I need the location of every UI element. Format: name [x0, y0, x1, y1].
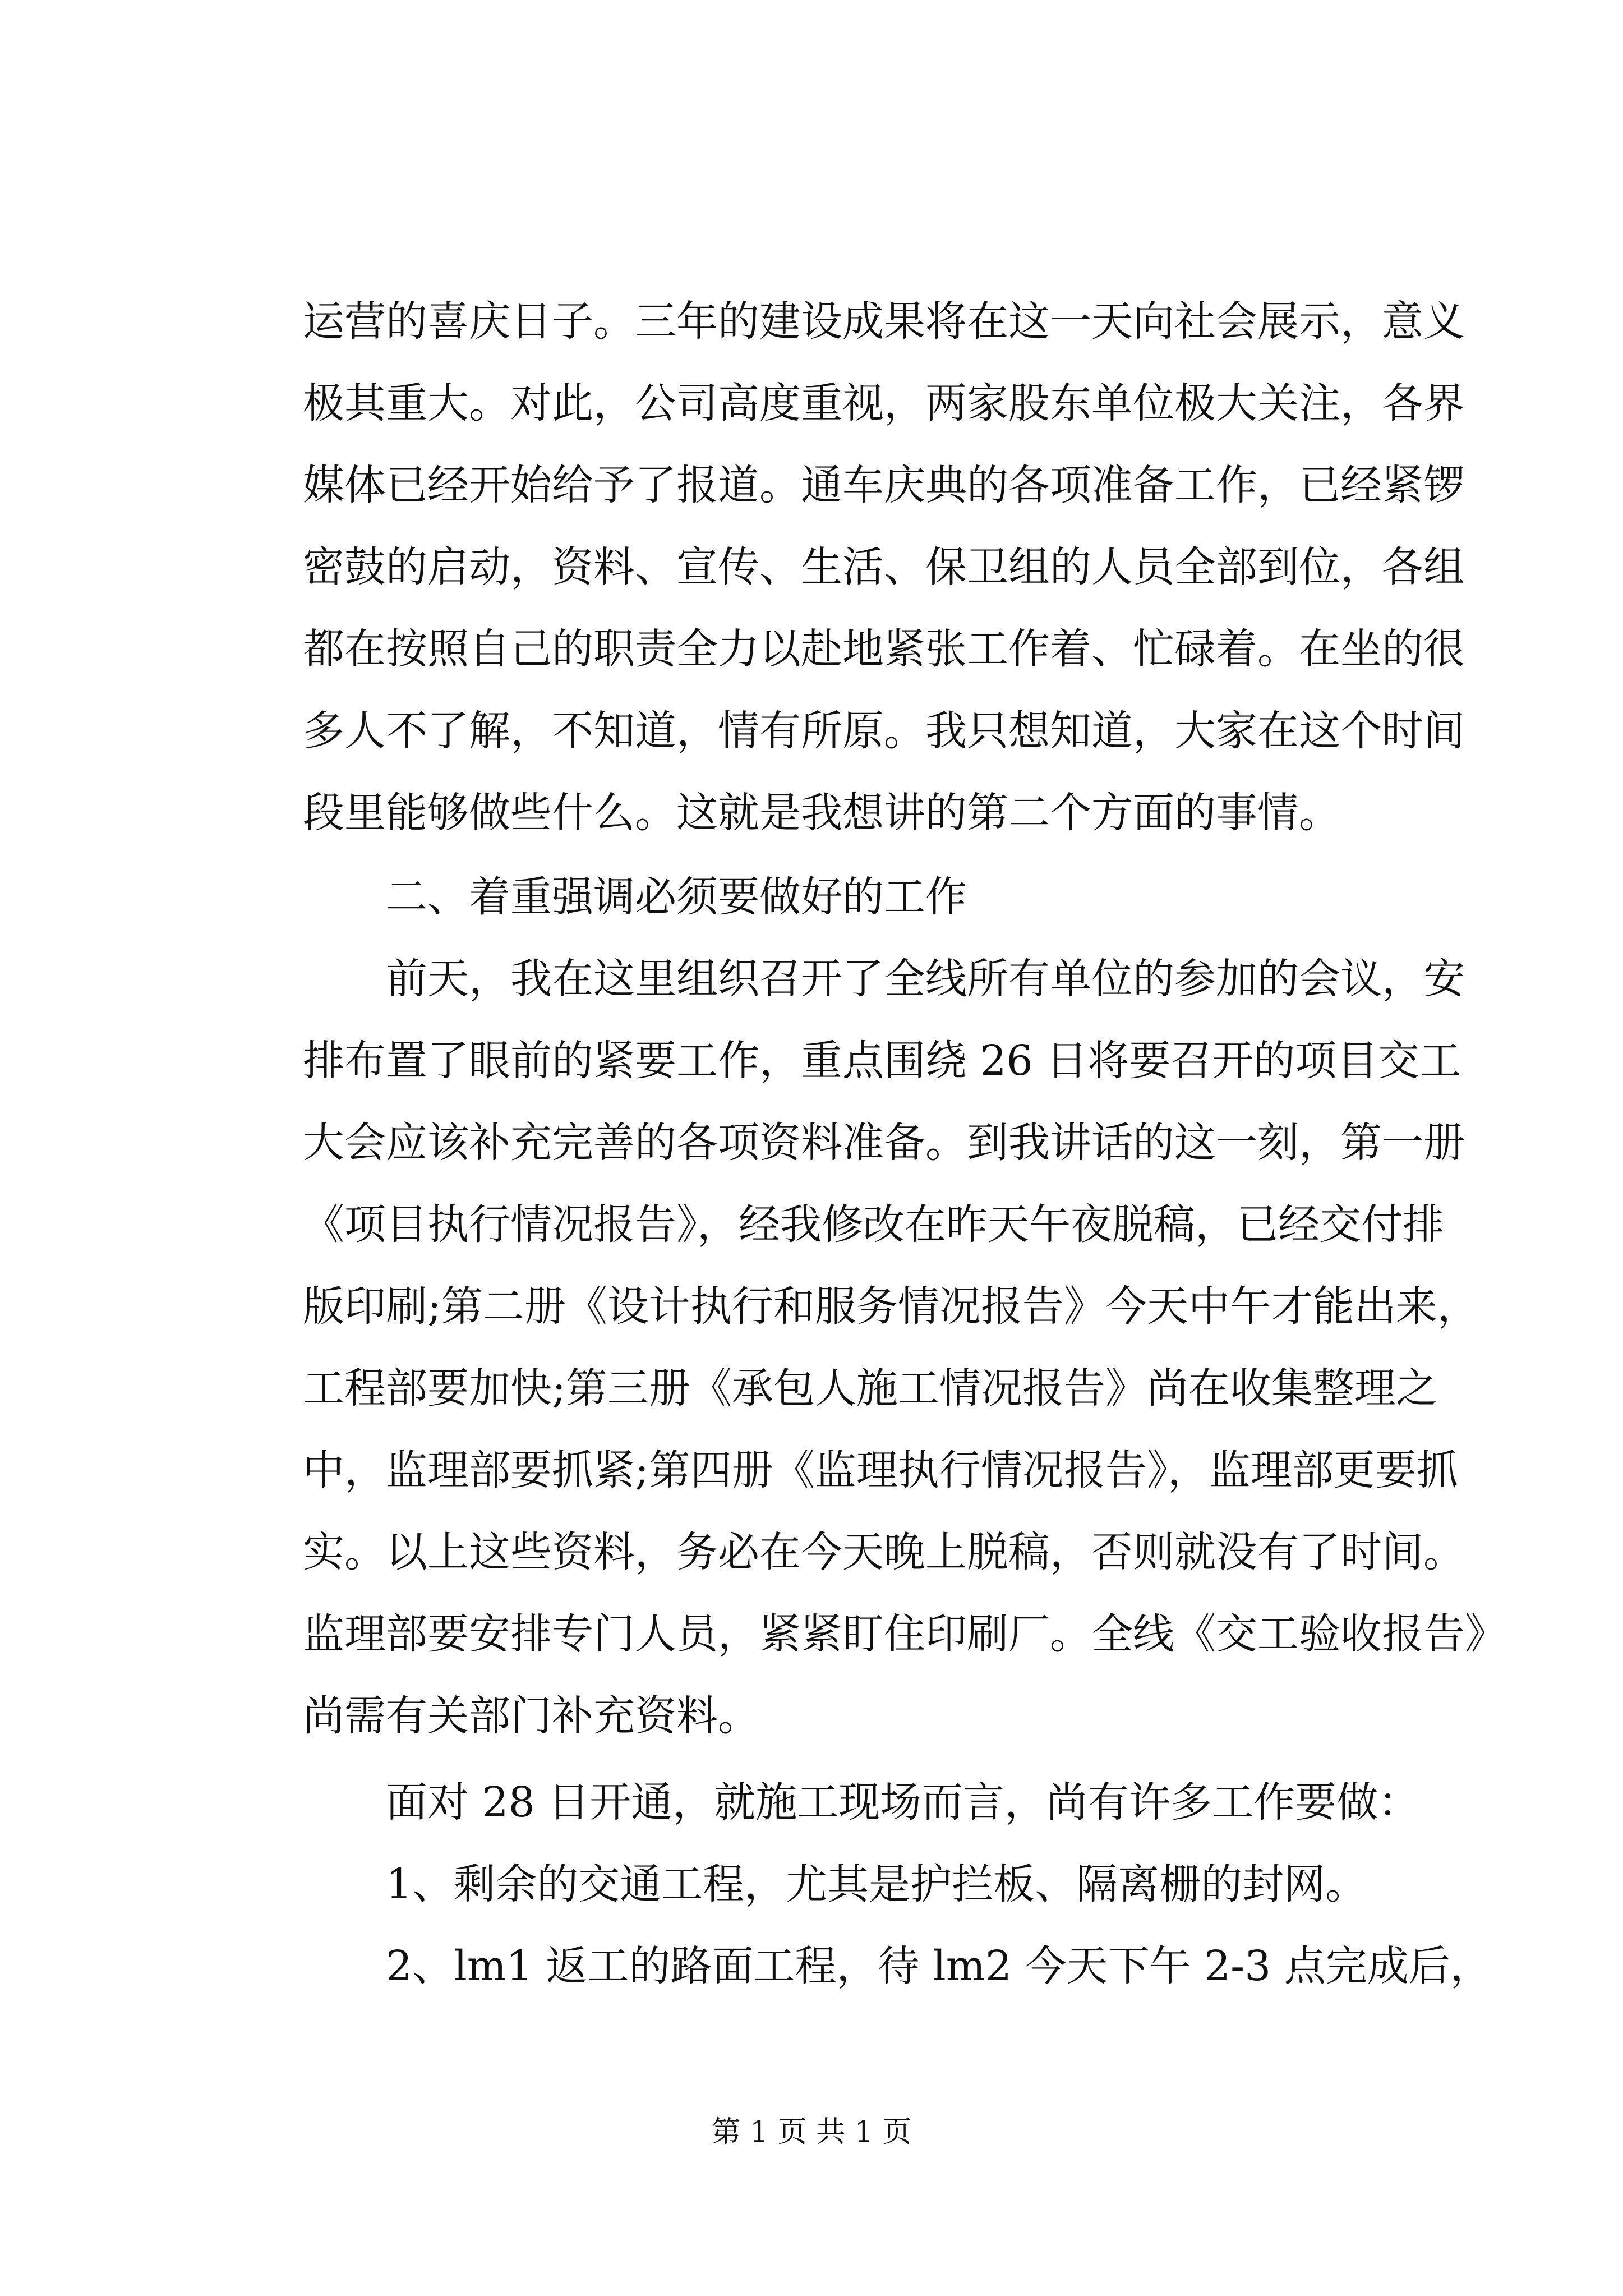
- paragraph-2-line-10: 尚需有关部门补充资料。: [303, 1692, 759, 1740]
- paragraph-2-line-1: 前天，我在这里组织召开了全线所有单位的参加的会议，安: [386, 955, 1465, 1003]
- body-line-2: 极其重大。对此，公司高度重视，两家股东单位极大关注，各界: [303, 379, 1465, 427]
- body-line-1: 运营的喜庆日子。三年的建设成果将在这一天向社会展示，意义: [303, 297, 1465, 346]
- paragraph-2-line-9: 监理部要安排专门人员，紧紧盯住印刷厂。全线《交工验收报告》: [303, 1610, 1506, 1658]
- body-line-4: 密鼓的启动，资料、宣传、生活、保卫组的人员全部到位，各组: [303, 543, 1465, 591]
- paragraph-2-line-5: 版印刷;第二册《设计执行和服务情况报告》今天中午才能出来，: [303, 1282, 1479, 1331]
- paragraph-2-line-7: 中，监理部要抓紧;第四册《监理执行情况报告》，监理部更要抓: [303, 1446, 1458, 1494]
- paragraph-2-line-8: 实。以上这些资料，务必在今天晚上脱稿，否则就没有了时间。: [303, 1528, 1465, 1576]
- paragraph-2-line-2: 排布置了眼前的紧要工作，重点围绕 26 日将要召开的项目交工: [303, 1037, 1461, 1085]
- paragraph-2-line-3: 大会应该补充完善的各项资料准备。到我讲话的这一刻，第一册: [303, 1119, 1465, 1167]
- paragraph-2-line-4: 《项目执行情况报告》，经我修改在昨天午夜脱稿，已经交付排: [303, 1200, 1444, 1249]
- body-line-7: 段里能够做些什么。这就是我想讲的第二个方面的事情。: [303, 789, 1340, 837]
- list-item-1: 1、剩余的交通工程，尤其是护拦板、隔离栅的封网。: [386, 1860, 1367, 1908]
- body-line-6: 多人不了解，不知道，情有所原。我只想知道，大家在这个时间: [303, 707, 1465, 755]
- document-body: [303, 280, 1506, 2007]
- paragraph-2-line-6: 工程部要加快;第三册《承包人施工情况报告》尚在收集整理之: [303, 1364, 1437, 1412]
- paragraph-3-line-1: 面对 28 日开通，就施工现场而言，尚有许多工作要做：: [386, 1778, 1420, 1826]
- list-item-2: 2、lm1 返工的路面工程，待 lm2 今天下午 2-3 点完成后，: [386, 1942, 1492, 1990]
- body-line-5: 都在按照自己的职责全力以赴地紧张工作着、忙碌着。在坐的很: [303, 625, 1465, 673]
- section-heading-2: 二、着重强调必须要做好的工作: [386, 873, 967, 921]
- body-line-3: 媒体已经开始给予了报道。通车庆典的各项准备工作，已经紧锣: [303, 461, 1465, 509]
- page-footer: 第 1 页 共 1 页: [711, 2115, 912, 2149]
